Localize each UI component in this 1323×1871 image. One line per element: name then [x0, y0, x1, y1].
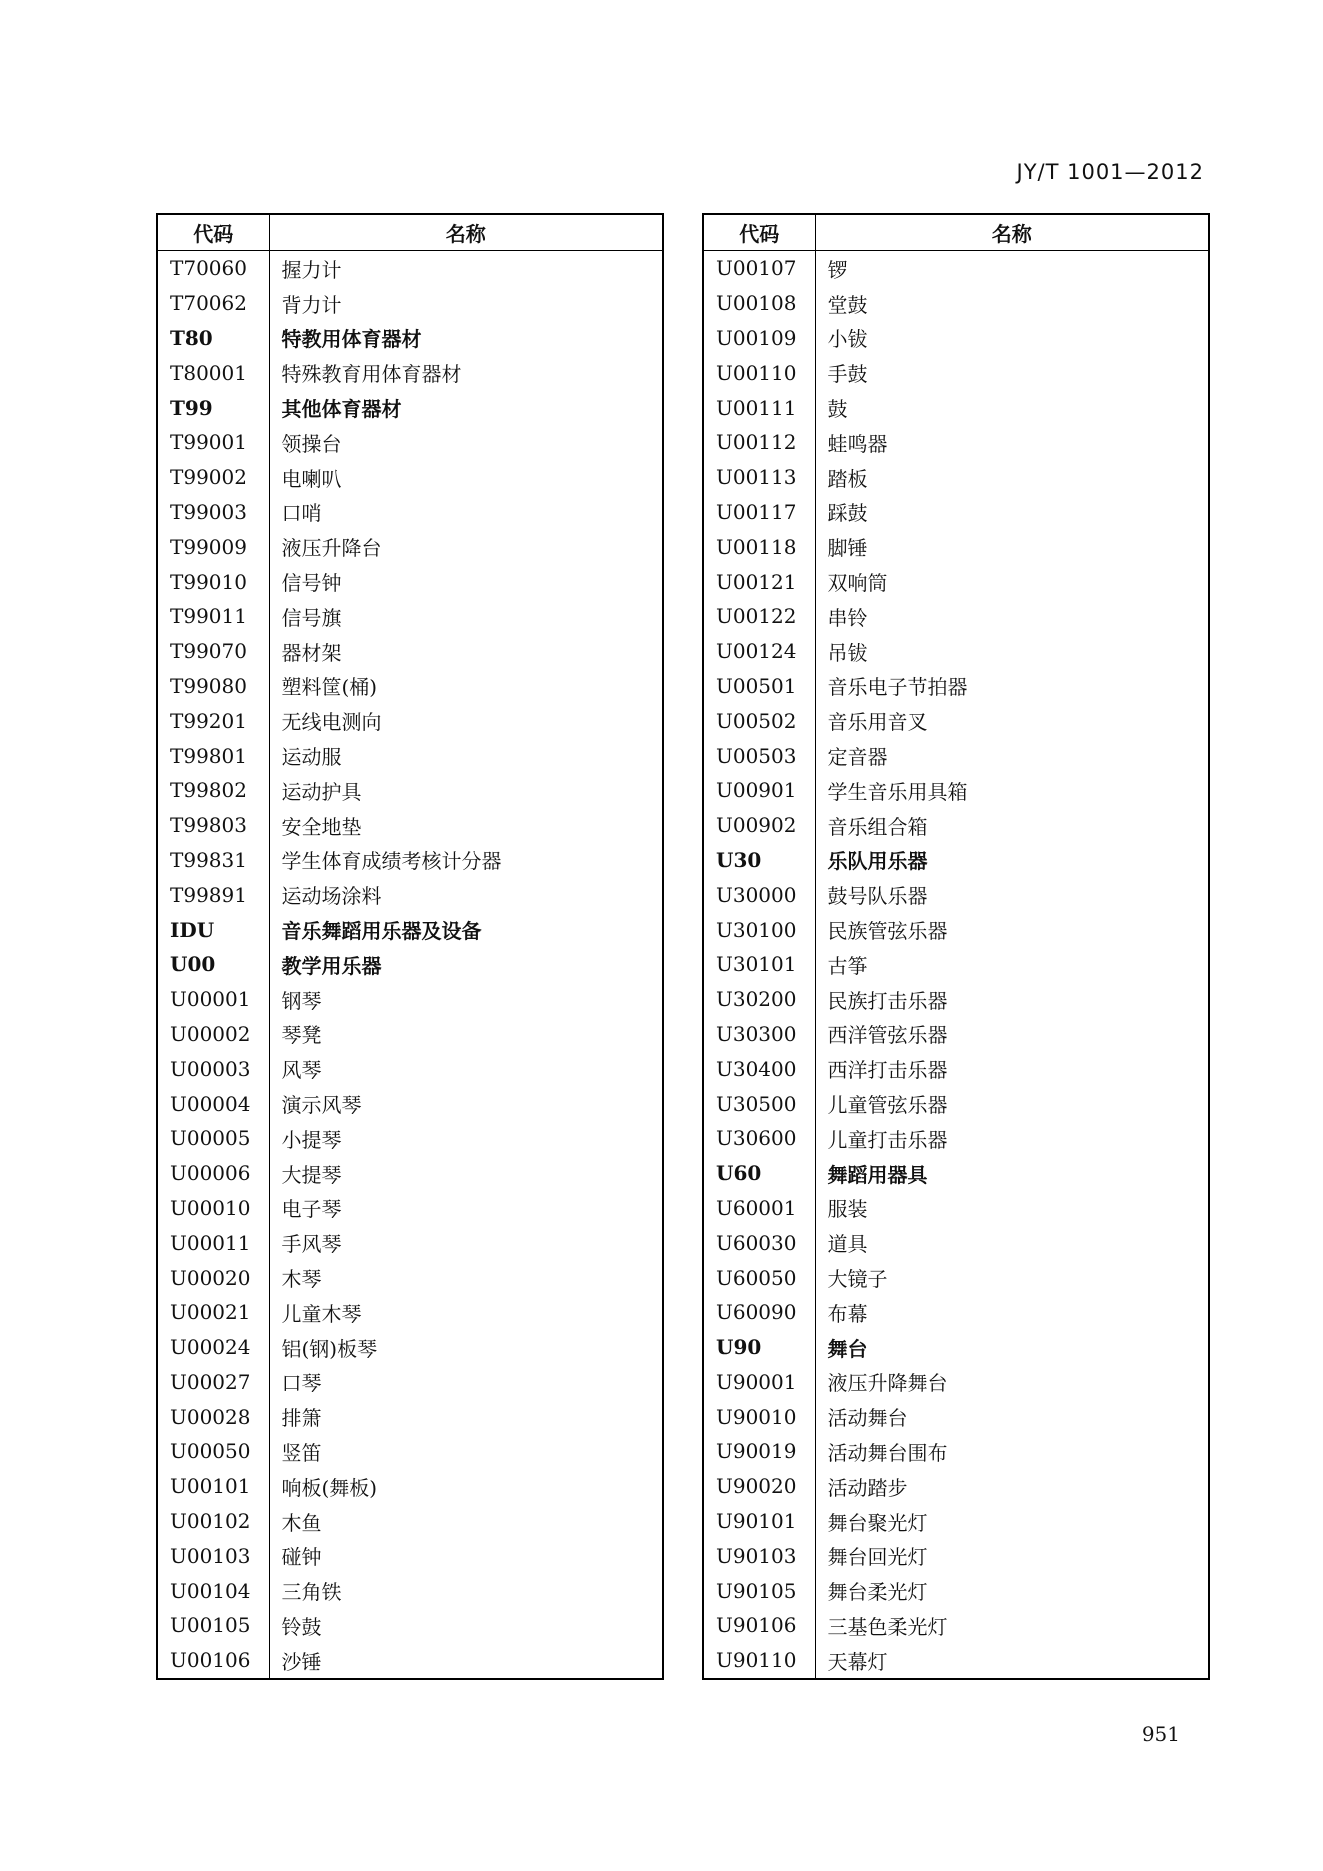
- item-code: U60: [703, 1156, 815, 1191]
- item-code: T99003: [157, 495, 269, 530]
- item-name: 铝(钢)板琴: [281, 1336, 378, 1361]
- item-code: U60050: [703, 1260, 815, 1295]
- table-row: [157, 843, 663, 878]
- table-row: [157, 1608, 663, 1643]
- table-row: [703, 355, 1209, 390]
- item-name: 铃鼓: [281, 1614, 322, 1639]
- item-name: 踏板: [827, 466, 868, 491]
- table-row: [703, 912, 1209, 947]
- item-code: U00111: [703, 390, 815, 425]
- item-name: 活动舞台: [827, 1406, 908, 1431]
- table-row: [703, 460, 1209, 495]
- table-row: [703, 1017, 1209, 1052]
- item-name: 运动场涂料: [281, 884, 382, 909]
- item-name: 运动护具: [281, 779, 362, 804]
- item-name: 信号旗: [281, 605, 342, 630]
- table-row: [703, 703, 1209, 738]
- item-name: 小提琴: [281, 1127, 342, 1152]
- table-row: [703, 1469, 1209, 1504]
- table-row: [703, 947, 1209, 982]
- item-name: 学生音乐用具箱: [827, 779, 968, 804]
- item-name: 电喇叭: [281, 466, 342, 491]
- item-code: U00028: [157, 1399, 269, 1434]
- table-row: [703, 634, 1209, 669]
- item-name: 塑料筐(桶): [281, 675, 378, 700]
- item-code: U30600: [703, 1121, 815, 1156]
- table-group-row: [157, 321, 663, 356]
- item-code: T99010: [157, 564, 269, 599]
- item-name: 音乐舞蹈用乐器及设备: [281, 919, 482, 944]
- table-header-row: [703, 214, 1209, 251]
- table-row: [157, 1260, 663, 1295]
- table-row: [703, 1295, 1209, 1330]
- item-name: 定音器: [827, 745, 888, 770]
- item-name: 竖笛: [281, 1440, 322, 1465]
- item-name: 吊钹: [827, 640, 868, 665]
- item-name: 其他体育器材: [281, 397, 402, 422]
- table-row: [703, 286, 1209, 321]
- table-row: [157, 1156, 663, 1191]
- table-row: [157, 425, 663, 460]
- item-name: 小钹: [827, 327, 868, 352]
- item-name: 儿童打击乐器: [827, 1127, 948, 1152]
- item-name: 口琴: [281, 1371, 322, 1396]
- item-name: 手鼓: [827, 362, 868, 387]
- table-group-row: [157, 390, 663, 425]
- table-row: [703, 808, 1209, 843]
- item-name: 沙锤: [281, 1649, 322, 1674]
- item-code: U30101: [703, 947, 815, 982]
- table-row: [703, 529, 1209, 564]
- item-name: 天幕灯: [827, 1649, 888, 1674]
- table-row: [157, 1225, 663, 1260]
- item-code: T99070: [157, 634, 269, 669]
- item-code: U00112: [703, 425, 815, 460]
- item-name: 液压升降台: [281, 536, 382, 561]
- item-code: U00117: [703, 495, 815, 530]
- item-code: T99831: [157, 843, 269, 878]
- item-code: U00005: [157, 1121, 269, 1156]
- table-row: [157, 634, 663, 669]
- item-code: U00107: [703, 251, 815, 286]
- item-code: U60090: [703, 1295, 815, 1330]
- item-name: 响板(舞板): [281, 1475, 378, 1500]
- item-name: 鼓号队乐器: [827, 884, 928, 909]
- item-code: U00: [157, 947, 269, 982]
- column-header-code: 代码: [703, 214, 815, 251]
- item-name: 脚锤: [827, 536, 868, 561]
- table-row: [703, 390, 1209, 425]
- item-name: 背力计: [281, 292, 342, 317]
- table-row: [703, 1086, 1209, 1121]
- table-row: [157, 599, 663, 634]
- item-code: U00102: [157, 1504, 269, 1539]
- item-code: U00003: [157, 1051, 269, 1086]
- item-code: T99803: [157, 808, 269, 843]
- table-row: [157, 355, 663, 390]
- table-row: [703, 1365, 1209, 1400]
- item-code: U00902: [703, 808, 815, 843]
- table-row: [157, 529, 663, 564]
- table-row: [157, 1051, 663, 1086]
- table-row: [703, 321, 1209, 356]
- item-name: 乐队用乐器: [827, 849, 928, 874]
- table-row: [157, 1121, 663, 1156]
- table-row: [157, 738, 663, 773]
- item-code: U00101: [157, 1469, 269, 1504]
- table-row: [157, 1538, 663, 1573]
- item-name: 信号钟: [281, 571, 342, 596]
- standard-number-header: JY/T 1001—2012: [1016, 160, 1204, 184]
- table-row: [157, 1504, 663, 1539]
- table-row: [157, 1643, 663, 1679]
- item-code: U00104: [157, 1573, 269, 1608]
- item-name: 服装: [827, 1197, 868, 1222]
- item-name: 特殊教育用体育器材: [281, 362, 462, 387]
- item-name: 木鱼: [281, 1510, 322, 1535]
- table-row: [703, 738, 1209, 773]
- item-name: 活动踏步: [827, 1475, 908, 1500]
- item-code: U00501: [703, 669, 815, 704]
- item-name: 舞台柔光灯: [827, 1580, 928, 1605]
- table-row: [703, 1504, 1209, 1539]
- item-code: U30300: [703, 1017, 815, 1052]
- item-code: T80001: [157, 355, 269, 390]
- table-row: [703, 564, 1209, 599]
- item-name: 西洋管弦乐器: [827, 1023, 948, 1048]
- item-name: 运动服: [281, 745, 342, 770]
- table-row: [157, 495, 663, 530]
- table-row: [157, 286, 663, 321]
- table-row: [703, 1399, 1209, 1434]
- item-code: U00124: [703, 634, 815, 669]
- item-name: 舞蹈用器具: [827, 1162, 928, 1187]
- item-code: U30500: [703, 1086, 815, 1121]
- item-code: T99: [157, 390, 269, 425]
- item-name: 舞台聚光灯: [827, 1510, 928, 1535]
- table-group-row: [703, 843, 1209, 878]
- item-name: 道具: [827, 1232, 868, 1257]
- item-code: U00024: [157, 1330, 269, 1365]
- item-name: 电子琴: [281, 1197, 342, 1222]
- table-row: [157, 1086, 663, 1121]
- item-name: 西洋打击乐器: [827, 1058, 948, 1083]
- item-code: T70062: [157, 286, 269, 321]
- item-code: IDU: [157, 912, 269, 947]
- item-code: T70060: [157, 251, 269, 286]
- item-name: 安全地垫: [281, 814, 362, 839]
- table-row: [703, 1538, 1209, 1573]
- table-row: [703, 877, 1209, 912]
- item-name: 碰钟: [281, 1545, 322, 1570]
- item-code: T99201: [157, 703, 269, 738]
- item-code: U90103: [703, 1538, 815, 1573]
- item-code: U00020: [157, 1260, 269, 1295]
- page-number: 951: [1141, 1722, 1180, 1746]
- table-group-row: [703, 1156, 1209, 1191]
- item-name: 学生体育成绩考核计分器: [281, 849, 502, 874]
- item-name: 舞台: [827, 1336, 868, 1361]
- item-name: 领操台: [281, 431, 342, 456]
- item-name: 三基色柔光灯: [827, 1614, 948, 1639]
- item-code: U60001: [703, 1191, 815, 1226]
- item-name: 锣: [827, 257, 848, 282]
- table-row: [157, 669, 663, 704]
- item-name: 堂鼓: [827, 292, 868, 317]
- item-name: 串铃: [827, 605, 868, 630]
- item-code: U00006: [157, 1156, 269, 1191]
- column-header-name: 名称: [269, 214, 663, 251]
- item-code: T99002: [157, 460, 269, 495]
- table-row: [157, 773, 663, 808]
- item-name: 古筝: [827, 953, 868, 978]
- item-name: 音乐电子节拍器: [827, 675, 968, 700]
- item-code: U00110: [703, 355, 815, 390]
- item-name: 双响筒: [827, 571, 888, 596]
- table-row: [703, 1643, 1209, 1679]
- item-code: U30000: [703, 877, 815, 912]
- item-code: U60030: [703, 1225, 815, 1260]
- item-name: 踩鼓: [827, 501, 868, 526]
- item-name: 儿童木琴: [281, 1301, 362, 1326]
- item-code: U00122: [703, 599, 815, 634]
- item-code: U90101: [703, 1504, 815, 1539]
- item-code: U00011: [157, 1225, 269, 1260]
- table-row: [157, 703, 663, 738]
- item-code: T99011: [157, 599, 269, 634]
- item-name: 无线电测向: [281, 710, 382, 735]
- item-name: 活动舞台围布: [827, 1440, 948, 1465]
- item-code: U30200: [703, 982, 815, 1017]
- item-code: U90020: [703, 1469, 815, 1504]
- column-header-code: 代码: [157, 214, 269, 251]
- item-name: 琴凳: [281, 1023, 322, 1048]
- item-code: U00109: [703, 321, 815, 356]
- column-header-name: 名称: [815, 214, 1209, 251]
- table-row: [703, 599, 1209, 634]
- item-code: U30400: [703, 1051, 815, 1086]
- item-name: 三角铁: [281, 1580, 342, 1605]
- item-code: T99001: [157, 425, 269, 460]
- table-row: [157, 1365, 663, 1400]
- table-row: [703, 1225, 1209, 1260]
- item-code: U90106: [703, 1608, 815, 1643]
- item-name: 手风琴: [281, 1232, 342, 1257]
- item-code: T99802: [157, 773, 269, 808]
- item-name: 大提琴: [281, 1162, 342, 1187]
- table-row: [157, 251, 663, 286]
- item-name: 特教用体育器材: [281, 327, 422, 352]
- item-code: U90: [703, 1330, 815, 1365]
- item-code: U00108: [703, 286, 815, 321]
- item-code: U00105: [157, 1608, 269, 1643]
- item-code: T99801: [157, 738, 269, 773]
- item-name: 口哨: [281, 501, 322, 526]
- item-code: U00121: [703, 564, 815, 599]
- item-code: U00901: [703, 773, 815, 808]
- item-code: T80: [157, 321, 269, 356]
- item-code: U30: [703, 843, 815, 878]
- item-code: U00103: [157, 1538, 269, 1573]
- table-row: [157, 1434, 663, 1469]
- table-row: [703, 669, 1209, 704]
- item-code: T99080: [157, 669, 269, 704]
- table-row: [703, 1573, 1209, 1608]
- item-code: U00118: [703, 529, 815, 564]
- item-name: 鼓: [827, 397, 848, 422]
- item-code: U00502: [703, 703, 815, 738]
- table-row: [703, 773, 1209, 808]
- table-row: [703, 425, 1209, 460]
- table-row: [703, 1260, 1209, 1295]
- table-header-row: [157, 214, 663, 251]
- item-code: U00021: [157, 1295, 269, 1330]
- item-name: 儿童管弦乐器: [827, 1093, 948, 1118]
- table-row: [703, 1434, 1209, 1469]
- table-row: [157, 1399, 663, 1434]
- code-table-right: [702, 213, 1210, 1680]
- item-code: T99891: [157, 877, 269, 912]
- table-row: [703, 1121, 1209, 1156]
- item-name: 风琴: [281, 1058, 322, 1083]
- item-name: 音乐组合箱: [827, 814, 928, 839]
- table-group-row: [157, 912, 663, 947]
- item-name: 蛙鸣器: [827, 431, 888, 456]
- item-code: U00106: [157, 1643, 269, 1679]
- item-code: U90110: [703, 1643, 815, 1679]
- table-row: [703, 1191, 1209, 1226]
- item-code: U00050: [157, 1434, 269, 1469]
- item-name: 民族打击乐器: [827, 988, 948, 1013]
- table-row: [157, 1295, 663, 1330]
- item-code: U00027: [157, 1365, 269, 1400]
- item-code: U90105: [703, 1573, 815, 1608]
- item-name: 排箫: [281, 1406, 322, 1431]
- table-row: [157, 1573, 663, 1608]
- table-row: [157, 982, 663, 1017]
- table-row: [157, 1017, 663, 1052]
- table-row: [703, 1608, 1209, 1643]
- table-row: [703, 251, 1209, 286]
- item-name: 布幕: [827, 1301, 868, 1326]
- item-code: U90010: [703, 1399, 815, 1434]
- table-row: [157, 877, 663, 912]
- item-name: 钢琴: [281, 988, 322, 1013]
- table-row: [703, 495, 1209, 530]
- item-name: 演示风琴: [281, 1093, 362, 1118]
- table-row: [703, 1051, 1209, 1086]
- item-code: U00113: [703, 460, 815, 495]
- table-group-row: [703, 1330, 1209, 1365]
- table-group-row: [157, 947, 663, 982]
- item-name: 握力计: [281, 257, 342, 282]
- table-row: [157, 808, 663, 843]
- item-code: T99009: [157, 529, 269, 564]
- code-table-left: [156, 213, 664, 1680]
- item-code: U00503: [703, 738, 815, 773]
- item-name: 民族管弦乐器: [827, 919, 948, 944]
- table-row: [157, 564, 663, 599]
- table-row: [157, 1191, 663, 1226]
- item-code: U00010: [157, 1191, 269, 1226]
- item-code: U30100: [703, 912, 815, 947]
- item-name: 器材架: [281, 640, 342, 665]
- item-code: U00002: [157, 1017, 269, 1052]
- item-code: U90019: [703, 1434, 815, 1469]
- item-code: U00004: [157, 1086, 269, 1121]
- item-name: 液压升降舞台: [827, 1371, 948, 1396]
- item-code: U00001: [157, 982, 269, 1017]
- table-row: [157, 1330, 663, 1365]
- item-name: 教学用乐器: [281, 953, 382, 978]
- table-row: [703, 982, 1209, 1017]
- item-code: U90001: [703, 1365, 815, 1400]
- item-name: 舞台回光灯: [827, 1545, 928, 1570]
- item-name: 音乐用音叉: [827, 710, 928, 735]
- table-row: [157, 460, 663, 495]
- item-name: 大镜子: [827, 1267, 888, 1291]
- item-name: 木琴: [281, 1267, 322, 1291]
- table-row: [157, 1469, 663, 1504]
